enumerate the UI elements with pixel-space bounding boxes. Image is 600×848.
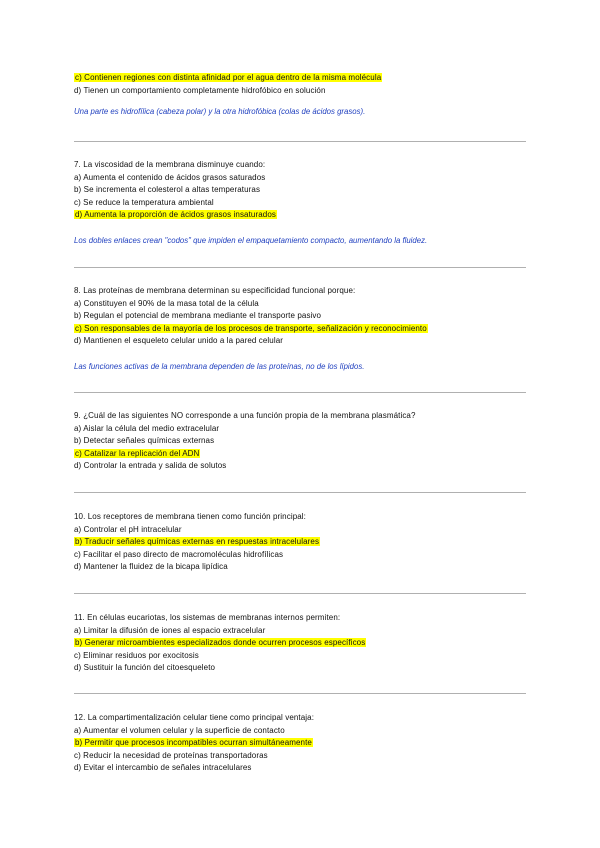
answer-option: d) Controlar la entrada y salida de solutos [74,461,227,470]
question-title: 7. La viscosidad de la membrana disminuye cuando: [74,160,266,169]
correct-answer-highlight: c) Catalizar la replicación del ADN [75,448,200,458]
answer-option: c) Facilitar el paso directo de macromoléculas hidrofílicas [74,549,284,559]
explanation-text: Las funciones activas de la membrana dependen de las proteínas, no de los lípidos. [74,361,365,371]
question-12 [74,712,526,775]
correct-answer-highlight: c) Son responsables de la mayoría de los procesos de transporte, señalización y reconocimiento [75,323,427,333]
question-11 [74,612,526,675]
separator-line [74,492,526,493]
correct-answer-highlight: b) Generar microambientes especializados donde ocurren procesos específicos [75,638,366,647]
explanation-text: Los dobles enlaces crean "codos" que impiden el empaquetamiento compacto, aumentando la fluidez. [74,235,428,245]
separator-line [74,141,526,142]
answer-option: d) Mantienen el esqueleto celular unido a la pared celular [74,336,284,345]
separator-line [74,267,526,268]
separator-line [74,693,526,694]
question-10 [74,511,526,574]
answer-option: c) Eliminar residuos por exocitosis [74,650,199,660]
answer-option: d) Tienen un comportamiento completamente hidrofóbico en solución [74,85,326,95]
explanation-text: Una parte es hidrofílica (cabeza polar) y la otra hidrofóbica (colas de ácidos grasos). [74,107,366,116]
answer-option: a) Limitar la difusión de iones al espacio extracelular [74,625,266,635]
question-9 [74,410,526,473]
question-title: 9. ¿Cuál de las siguientes NO corresponde a una función propia de la membrana plasmática? [74,411,416,420]
question-title: 12. La compartimentalización celular tiene como principal ventaja: [74,713,315,722]
question-title: 11. En células eucariotas, los sistemas de membranas internos permiten: [74,613,341,622]
answer-option: a) Aumentar el volumen celular y la superficie de contacto [74,725,285,735]
answer-option: d) Sustituir la función del citoesqueleto [74,663,216,672]
question-7 [74,159,526,247]
correct-answer-highlight: d) Aumenta la proporción de ácidos grasos insaturados [75,210,276,219]
question-title: 8. Las proteínas de membrana determinan su especificidad funcional porque: [74,286,356,295]
answer-option: c) Se reduce la temperatura ambiental [74,197,214,207]
answer-option: b) Regulan el potencial de membrana mediante el transporte pasivo [74,311,322,320]
separator-line [74,593,526,594]
answer-option: d) Evitar el intercambio de señales intracelulares [74,763,252,772]
intro-block [74,72,526,118]
answer-option: d) Mantener la fluidez de la bicapa lipídica [74,562,228,571]
correct-answer-highlight: b) Traducir señales químicas externas en respuestas intracelulares [75,537,320,546]
separator-line [74,392,526,393]
question-title: 10. Los receptores de membrana tienen como función principal: [74,512,307,521]
answer-option: a) Aumenta el contenido de ácidos grasos saturados [74,172,266,182]
correct-answer-highlight: c) Contienen regiones con distinta afinidad por el agua dentro de la misma molécula [75,73,382,82]
answer-option: a) Controlar el pH intracelular [74,524,182,534]
correct-answer-highlight: b) Permitir que procesos incompatibles ocurran simultáneamente [75,738,312,747]
answer-option: b) Detectar señales químicas externas [74,436,215,445]
answer-option: a) Constituyen el 90% de la masa total de la célula [74,298,259,308]
answer-option: a) Aislar la célula del medio extracelular [74,423,220,433]
question-8 [74,285,526,373]
answer-option: c) Reducir la necesidad de proteínas transportadoras [74,750,268,760]
answer-option: b) Se incrementa el colesterol a altas temperaturas [74,185,261,194]
